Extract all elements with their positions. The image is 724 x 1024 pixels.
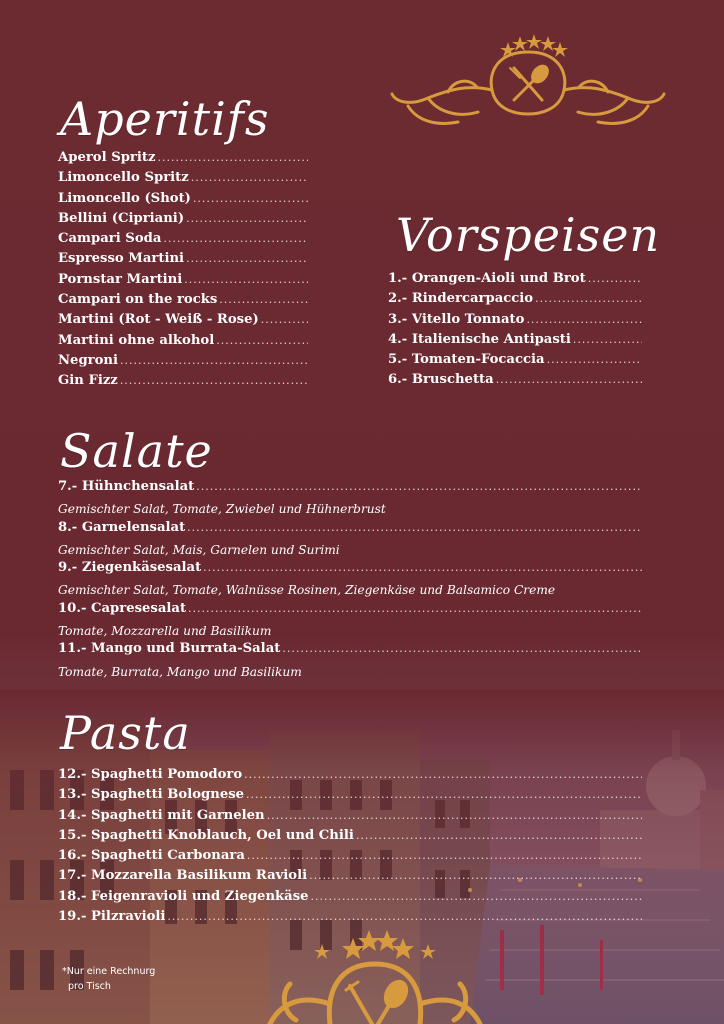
menu-item-description: Gemischter Salat, Tomate, Walnüsse Rosinen, Ziegenkäse und Balsamico Creme (58, 583, 556, 598)
menu-item-name: 3.- Vitello Tonnato (388, 311, 525, 327)
menu-item-campari-soda (58, 231, 308, 251)
menu-item-12-spaghetti-pomodoro (58, 767, 642, 787)
menu-item-martini-rot-wei-rose (58, 312, 308, 332)
dot-leader (163, 232, 308, 245)
menu-item-7-h-hnchensalat (58, 479, 642, 499)
menu-item-name: 17.- Mozzarella Basilikum Ravioli (58, 868, 308, 884)
menu-item-6-bruschetta (388, 372, 642, 392)
menu-item-5-tomaten-focaccia (388, 352, 642, 372)
fork-spoon-crest-icon (388, 32, 668, 130)
menu-item-name: Aperol Spritz (58, 150, 156, 165)
menu-item-10-capresesalat (58, 601, 642, 621)
menu-item-name: 13.- Spaghetti Bolognese (58, 787, 245, 803)
menu-item-description: Gemischter Salat, Mais, Garnelen und Surimi (58, 542, 340, 557)
fork-spoon-crest-icon (250, 924, 500, 1024)
pasta-list (58, 767, 642, 929)
menu-item-name: 14.- Spaghetti mit Garnelen (58, 807, 265, 823)
menu-item-name: 10.- Capresesalat (58, 600, 187, 616)
dot-leader (186, 212, 308, 225)
menu-item-name: 6.- Bruschetta (388, 372, 494, 388)
menu-item-3-vitello-tonnato (388, 312, 642, 332)
dot-leader (356, 829, 642, 842)
menu-item-name: Limoncello (Shot) (58, 190, 191, 206)
dot-leader (547, 353, 642, 366)
menu-item-negroni (58, 353, 308, 373)
dot-leader (193, 192, 308, 205)
pasta-title: Pasta (60, 706, 191, 760)
dot-leader (244, 768, 642, 781)
footnote-line-2: pro Tisch (68, 981, 111, 992)
menu-item-limoncello-spritz (58, 170, 308, 190)
menu-item-name: 16.- Spaghetti Carbonara (58, 848, 245, 864)
dot-leader (573, 333, 642, 346)
dot-leader (120, 374, 308, 387)
menu-item-name: 12.- Spaghetti Pomodoro (58, 767, 243, 782)
dot-leader (191, 171, 308, 184)
dot-leader (311, 890, 642, 903)
menu-item-14-spaghetti-mit-garnelen (58, 808, 642, 828)
menu-item-18-feigenravioli-und-ziegenk-se (58, 889, 642, 909)
dot-leader (588, 272, 642, 285)
menu-item-aperol-spritz (58, 150, 308, 170)
dot-leader (157, 151, 308, 164)
menu-item-name: Campari Soda (58, 231, 162, 247)
dot-leader (282, 642, 642, 655)
salate-list (58, 479, 642, 682)
menu-item-name: Bellini (Cipriani) (58, 210, 185, 226)
menu-item-pornstar-martini (58, 272, 308, 292)
menu-item-16-spaghetti-carbonara (58, 848, 642, 868)
dot-leader (167, 910, 642, 923)
dot-leader (535, 292, 642, 305)
vorspeisen-list (388, 271, 642, 393)
menu-item-name: Gin Fizz (58, 373, 118, 389)
footnote-line-1: *Nur eine Rechnurg (62, 966, 156, 977)
vorspeisen-title: Vorspeisen (396, 208, 661, 262)
menu-item-name: 9.- Ziegenkäsesalat (58, 560, 202, 576)
menu-item-11-mango-und-burrata-salat (58, 641, 642, 661)
dot-leader (186, 252, 308, 265)
menu-item-2-rindercarpaccio (388, 291, 642, 311)
dot-leader (526, 313, 642, 326)
menu-item-8-garnelensalat (58, 520, 642, 540)
menu-item-name: Campari on the rocks (58, 292, 218, 308)
menu-item-description: Gemischter Salat, Tomate, Zwiebel und Hühnerbrust (58, 502, 386, 517)
menu-item-17-mozzarella-basilikum-ravioli (58, 868, 642, 888)
menu-item-9-ziegenk-sesalat (58, 560, 642, 580)
menu-item-name: Espresso Martini (58, 251, 185, 267)
dot-leader (184, 273, 308, 286)
menu-item-martini-ohne-alkohol (58, 333, 308, 353)
menu-item-name: 11.- Mango und Burrata-Salat (58, 641, 281, 657)
menu-item-name: 8.- Garnelensalat (58, 519, 186, 535)
menu-item-name: 1.- Orangen-Aioli und Brot (388, 271, 586, 286)
menu-item-name: 19.- Pilzravioli (58, 909, 166, 925)
menu-item-name: Limoncello Spritz (58, 170, 189, 186)
dot-leader (216, 334, 308, 347)
menu-item-espresso-martini (58, 251, 308, 271)
dot-leader (196, 480, 642, 493)
menu-item-name: Negroni (58, 352, 119, 368)
aperitifs-list (58, 150, 308, 394)
menu-item-15-spaghetti-knoblauch-oel-und-chili (58, 828, 642, 848)
menu-item-name: Pornstar Martini (58, 271, 183, 287)
dot-leader (247, 849, 642, 862)
dot-leader (219, 293, 308, 306)
dot-leader (261, 313, 308, 326)
menu-item-campari-on-the-rocks (58, 292, 308, 312)
footnote (62, 964, 155, 994)
dot-leader (267, 809, 642, 822)
menu-item-name: Martini (Rot - Weiß - Rose) (58, 312, 259, 328)
menu-item-description: Tomate, Mozzarella und Basilikum (58, 624, 272, 639)
menu-item-limoncello-shot (58, 191, 308, 211)
dot-leader (188, 602, 642, 615)
menu-item-name: 7.- Hühnchensalat (58, 479, 195, 494)
dot-leader (187, 521, 642, 534)
menu-item-name: 5.- Tomaten-Focaccia (388, 352, 545, 368)
dot-leader (309, 869, 642, 882)
menu-item-name: 15.- Spaghetti Knoblauch, Oel und Chili (58, 827, 354, 843)
menu-item-name: 4.- Italienische Antipasti (388, 331, 571, 347)
menu-item-13-spaghetti-bolognese (58, 787, 642, 807)
aperitifs-title: Aperitifs (60, 92, 270, 146)
menu-item-bellini-cipriani (58, 211, 308, 231)
menu-item-description: Tomate, Burrata, Mango und Basilikum (58, 664, 302, 679)
menu-item-1-orangen-aioli-und-brot (388, 271, 642, 291)
dot-leader (246, 788, 642, 801)
dot-leader (496, 373, 642, 386)
menu-item-name: 18.- Feigenravioli und Ziegenkäse (58, 888, 309, 904)
menu-item-gin-fizz (58, 373, 308, 393)
menu-item-name: 2.- Rindercarpaccio (388, 291, 534, 307)
menu-item-name: Martini ohne alkohol (58, 332, 215, 348)
menu-item-4-italienische-antipasti (388, 332, 642, 352)
salate-title: Salate (60, 424, 213, 478)
dot-leader (120, 354, 308, 367)
dot-leader (203, 561, 642, 574)
